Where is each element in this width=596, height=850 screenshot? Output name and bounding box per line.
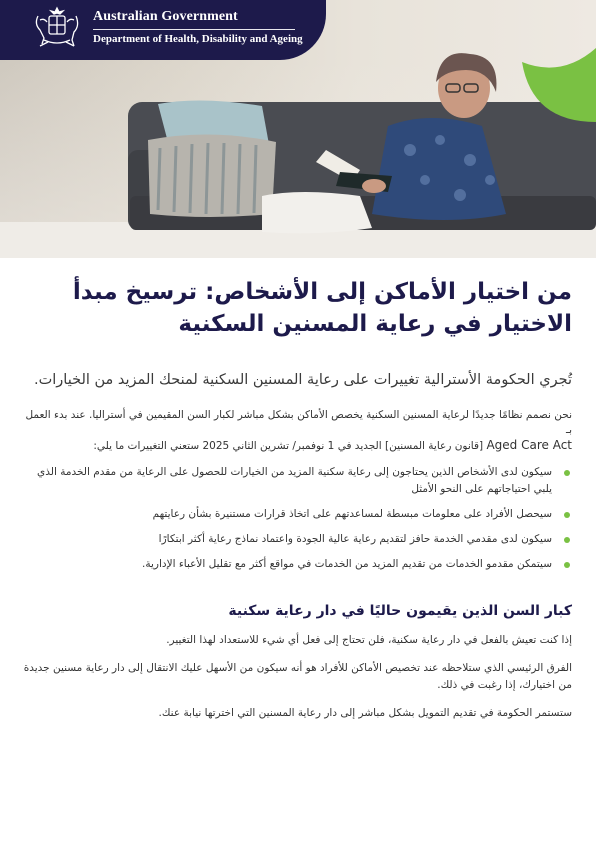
section-paragraph-2: الفرق الرئيسي الذي ستلاحظه عند تخصيص الأماكن للأفراد هو أنه سيكون من الأسهل عليك الانتقال إلى دار رعاية مسنين جديدة من اختيارك، إذا رغبت في ذلك. [23, 662, 572, 691]
banner-divider [93, 29, 295, 30]
list-item: سيكون لدى مقدمي الخدمة حافز لتقديم رعاية عالية الجودة واعتماد نماذج رعاية أكثر ابتكارًا [22, 531, 572, 548]
coat-of-arms-icon [30, 4, 84, 50]
list-item: سيكون لدى الأشخاص الذين يحتاجون إلى رعاية سكنية المزيد من الخيارات للحصول على الرعاية من مقدم الخدمة الذي يلبي احتياجاتهم على النحو الأمثل [22, 464, 572, 498]
main-content [22, 270, 572, 722]
section-paragraph-3: ستستمر الحكومة في تقديم التمويل بشكل مباشر إلى دار رعاية المسنين التي اخترتها نيابة عنك. [158, 707, 572, 719]
section-heading: كبار السن الذين يقيمون حاليًا في دار رعاية سكنية [228, 603, 572, 619]
bullet-dot-icon [564, 512, 570, 518]
changes-list [22, 464, 572, 573]
context-line-1: نحن نصمم نظامًا جديدًا لرعاية المسنين السكنية يخصص الأماكن بشكل مباشر لكبار السن المقيمين في أستراليا. عند بدء العمل بـ [25, 409, 572, 436]
green-corner-decoration [522, 48, 596, 122]
bullet-dot-icon [564, 470, 570, 476]
context-line-2-text: [قانون رعاية المسنين] الجديد في 1 نوفمبر/ تشرين الثاني 2025 ستعني التغييرات ما يلي: [93, 440, 484, 452]
aged-care-act-term: Aged Care Act [486, 438, 572, 452]
page-title: من اختيار الأماكن إلى الأشخاص: ترسيخ مبدأ الاختيار في رعاية المسنين السكنية [72, 279, 572, 337]
bullet-dot-icon [564, 562, 570, 568]
context-paragraph [22, 408, 572, 454]
government-banner [0, 0, 326, 60]
context-line-2 [22, 438, 572, 454]
hero [0, 0, 596, 258]
government-name: Australian Government [93, 9, 238, 24]
department-name: Department of Health, Disability and Ageing [93, 33, 303, 45]
section-paragraph-1: إذا كنت تعيش بالفعل في دار رعاية سكنية، فلن تحتاج إلى فعل أي شيء للاستعداد لهذا التغيير. [166, 634, 572, 646]
list-item: سيحصل الأفراد على معلومات مبسطة لمساعدتهم على اتخاذ قرارات مستنيرة بشأن رعايتهم [22, 506, 572, 523]
intro-text: تُجري الحكومة الأسترالية تغييرات على رعاية المسنين السكنية لمنحك المزيد من الخيارات. [34, 372, 572, 388]
bullet-dot-icon [564, 537, 570, 543]
list-item: سيتمكن مقدمو الخدمات من تقديم المزيد من الخدمات في مواقع أكثر مع تقليل الأعباء الإدارية. [22, 556, 572, 573]
